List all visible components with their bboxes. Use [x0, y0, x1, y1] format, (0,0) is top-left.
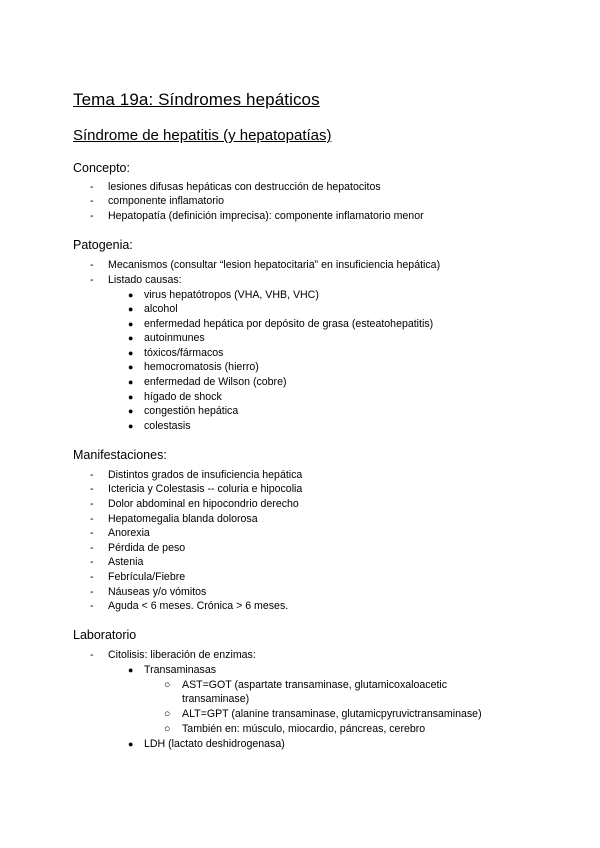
cause-item: hígado de shock: [144, 391, 222, 403]
bullet-marker: ●: [128, 362, 134, 372]
list-item: componente inflamatorio: [108, 195, 225, 207]
page-title: Tema 19a: Síndromes hepáticos: [73, 90, 320, 109]
bullet-marker: ●: [128, 377, 134, 387]
dash-marker: -: [90, 600, 94, 612]
sub-item: ALT=GPT (alanine transaminase, glutamicpyruvictransaminase): [182, 708, 482, 720]
dash-marker: -: [90, 259, 94, 271]
list-item: Citolisis: liberación de enzimas:: [108, 649, 256, 661]
dash-marker: -: [90, 649, 94, 661]
dash-marker: -: [90, 513, 94, 525]
dash-marker: -: [90, 274, 94, 286]
bullet-marker: ●: [128, 665, 134, 675]
manifestaciones-heading: Manifestaciones:: [73, 448, 167, 462]
cause-item: hemocromatosis (hierro): [144, 361, 259, 373]
list-item: Febrícula/Fiebre: [108, 571, 186, 583]
cause-item: colestasis: [144, 420, 191, 432]
concepto-heading: Concepto:: [73, 161, 130, 175]
dash-marker: -: [90, 571, 94, 583]
list-item: Pérdida de peso: [108, 542, 186, 554]
dash-marker: -: [90, 527, 94, 539]
list-item: Ictericia y Colestasis -- coluria e hipocolia: [108, 483, 303, 495]
list-item: Astenia: [108, 556, 144, 568]
bullet-marker: ●: [128, 739, 134, 749]
dash-marker: -: [90, 542, 94, 554]
circle-marker: ○: [164, 679, 171, 691]
list-item: Listado causas:: [108, 274, 182, 286]
bullet-marker: ●: [128, 304, 134, 314]
sub-item: También en: músculo, miocardio, páncreas, cerebro: [182, 723, 426, 735]
dash-marker: -: [90, 195, 94, 207]
cause-item: congestión hepática: [144, 405, 239, 417]
dash-marker: -: [90, 181, 94, 193]
section-title: Síndrome de hepatitis (y hepatopatías): [73, 127, 332, 144]
list-item: Aguda < 6 meses. Crónica > 6 meses.: [108, 600, 289, 612]
bullet-marker: ●: [128, 319, 134, 329]
list-item: Náuseas y/o vómitos: [108, 586, 207, 598]
dash-marker: -: [90, 498, 94, 510]
list-item: Hepatopatía (definición imprecisa): componente inflamatorio menor: [108, 210, 424, 222]
dash-marker: -: [90, 556, 94, 568]
bullet-marker: ●: [128, 392, 134, 402]
bullet-marker: ●: [128, 333, 134, 343]
list-item: lesiones difusas hepáticas con destrucción de hepatocitos: [108, 181, 381, 193]
laboratorio-heading: Laboratorio: [73, 628, 137, 642]
cause-item: alcohol: [144, 303, 178, 315]
list-item: Hepatomegalia blanda dolorosa: [108, 513, 258, 525]
dash-marker: -: [90, 210, 94, 222]
list-item: LDH (lactato deshidrogenasa): [144, 738, 285, 750]
patogenia-heading: Patogenia:: [73, 238, 133, 252]
circle-marker: ○: [164, 708, 171, 720]
cause-item: autoinmunes: [144, 332, 205, 344]
sub-item: AST=GOT (aspartate transaminase, glutamicoxaloacetic: [182, 679, 448, 691]
bullet-marker: ●: [128, 290, 134, 300]
cause-item: tóxicos/fármacos: [144, 347, 224, 359]
cause-item: enfermedad de Wilson (cobre): [144, 376, 287, 388]
dash-marker: -: [90, 483, 94, 495]
bullet-marker: ●: [128, 406, 134, 416]
cause-item: enfermedad hepática por depósito de grasa (esteatohepatitis): [144, 318, 434, 330]
list-item: Anorexia: [108, 527, 150, 539]
list-item: Dolor abdominal en hipocondrio derecho: [108, 498, 299, 510]
cause-item: virus hepatótropos (VHA, VHB, VHC): [144, 289, 319, 301]
dash-marker: -: [90, 586, 94, 598]
list-item: Distintos grados de insuficiencia hepática: [108, 469, 303, 481]
circle-marker: ○: [164, 723, 171, 735]
list-item: Mecanismos (consultar “lesion hepatocitaria” en insuficiencia hepática): [108, 259, 441, 271]
bullet-marker: ●: [128, 348, 134, 358]
dash-marker: -: [90, 469, 94, 481]
sub-item: transaminase): [182, 693, 250, 705]
bullet-marker: ●: [128, 421, 134, 431]
list-item: Transaminasas: [144, 664, 217, 676]
